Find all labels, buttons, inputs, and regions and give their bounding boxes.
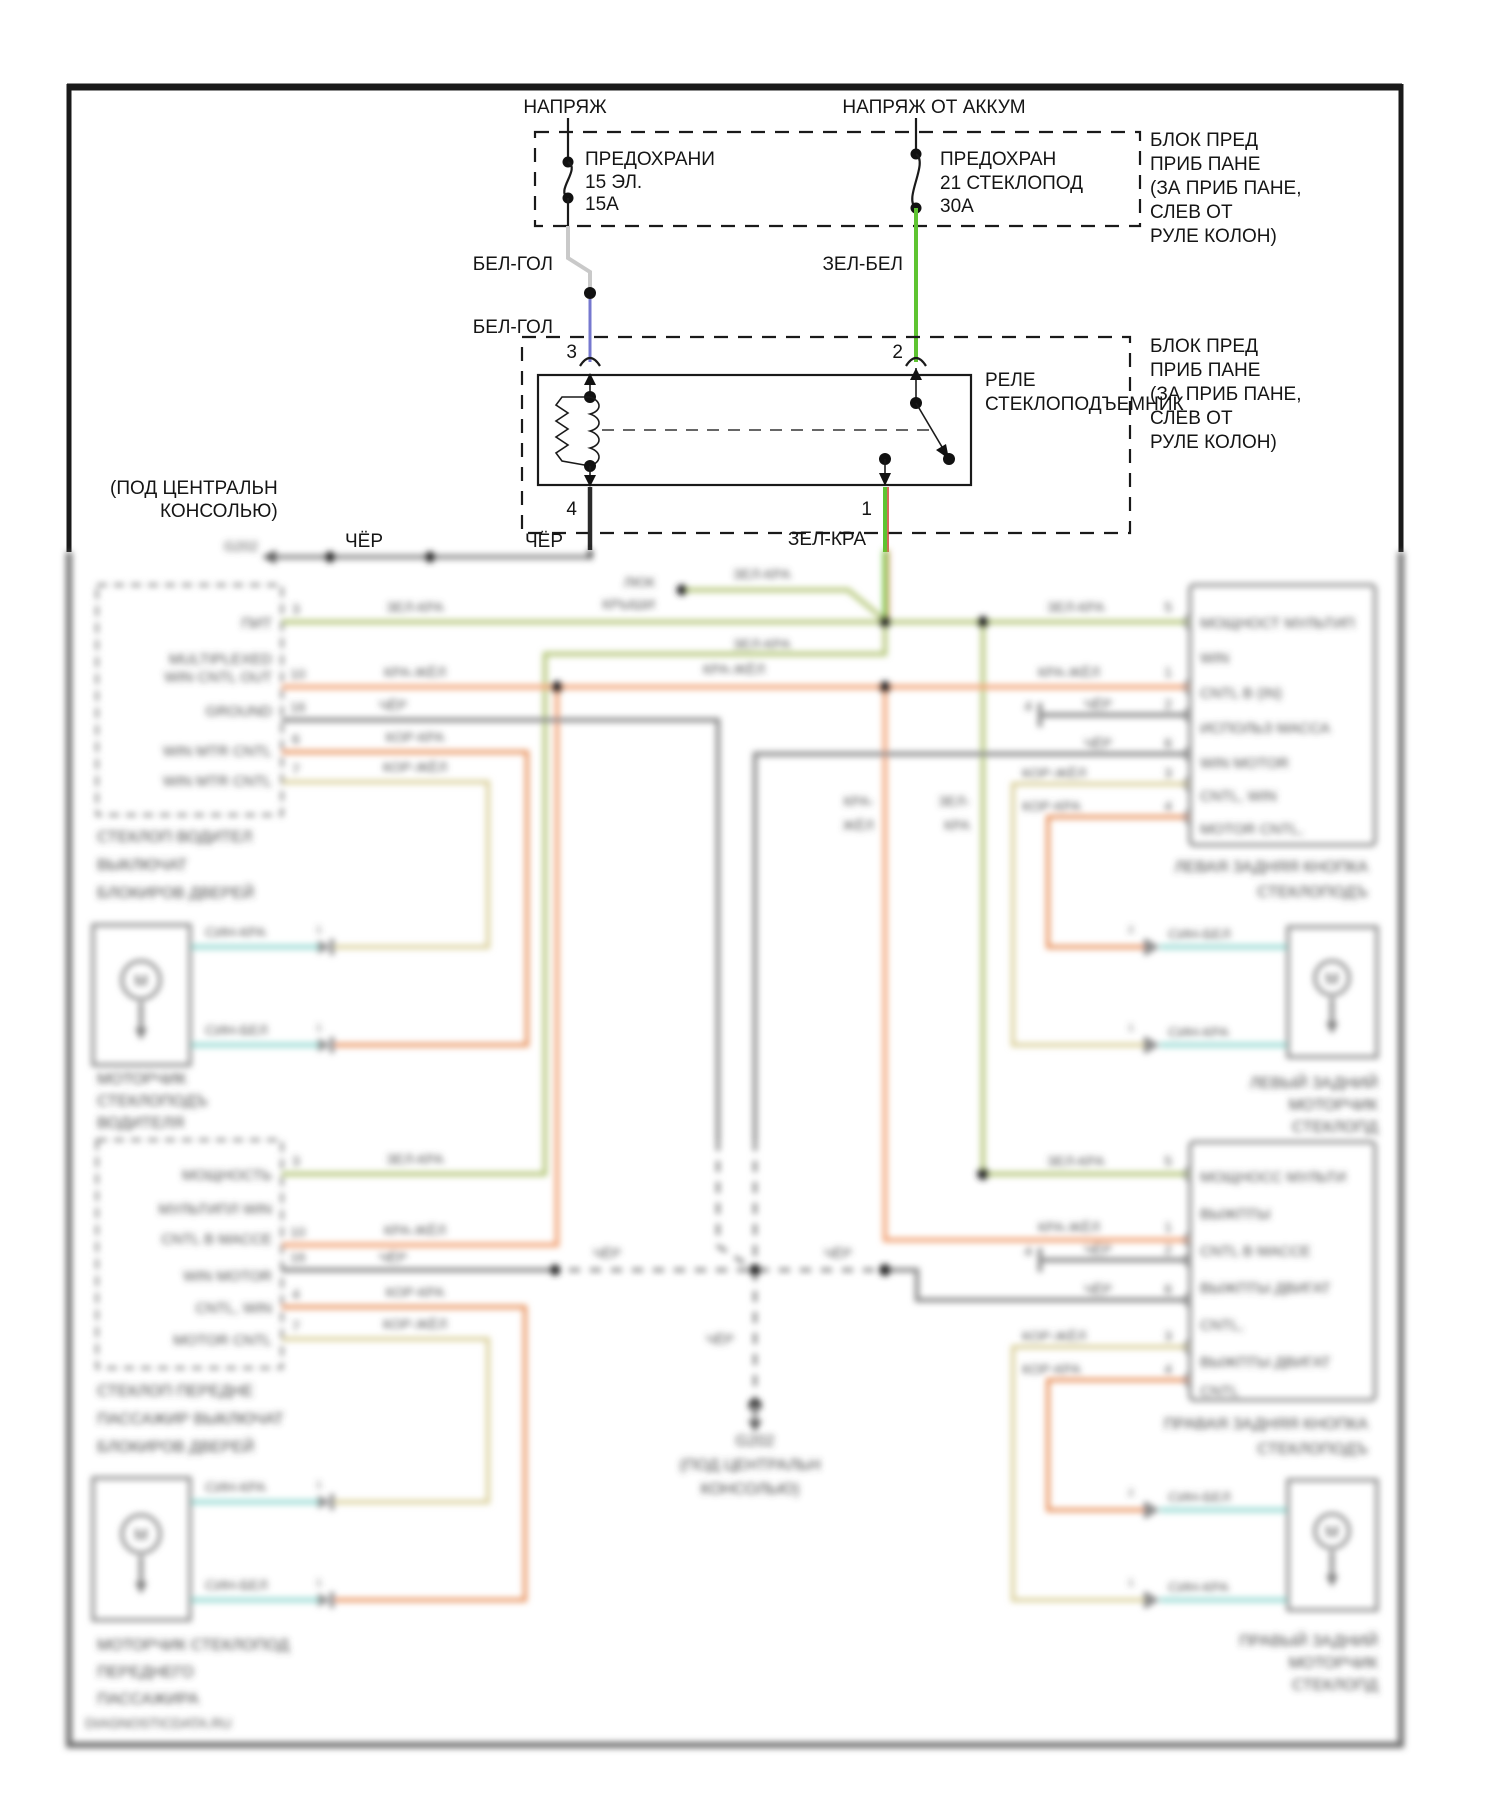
voltage-battery-label: НАПРЯЖ ОТ АККУМ xyxy=(842,97,1026,118)
pin-number: 7 xyxy=(292,1318,300,1334)
relay-switch-icon xyxy=(879,368,955,486)
wire-label: СИН-БЕЛ xyxy=(205,1022,268,1038)
fuse2-name: ПРЕДОХРАН xyxy=(940,149,1057,170)
relay-location-2: ПРИБ ПАНЕ xyxy=(1150,360,1261,381)
connector-pin: 1 xyxy=(316,1479,322,1491)
pin-number: 4 xyxy=(1164,1361,1172,1377)
pin-number: 2 xyxy=(1164,696,1172,712)
wire-label: КРА-ЖЁЛ xyxy=(1038,664,1101,680)
driver-row: GROUND xyxy=(205,703,272,720)
console-location-2: КОНСОЛЬЮ) xyxy=(160,501,278,522)
driver-switch-name: СТЕКЛОП ВОДИТЕЛ xyxy=(97,829,253,846)
pin-number: 1 xyxy=(1164,1219,1172,1235)
fusebox-location-4: СЛЕВ ОТ xyxy=(1150,202,1233,223)
driver-row: WIN MTR CNTL xyxy=(162,773,272,790)
rightrear-motor-name: СТЕКЛОПД xyxy=(1291,1677,1378,1694)
motor-icon xyxy=(122,961,160,1040)
ground-location: (ПОД ЦЕНТРАЛЬН xyxy=(679,1457,821,1474)
wire-label: ЧЁР xyxy=(1083,696,1113,712)
wire-label: ЧЁР xyxy=(592,1245,622,1261)
passenger-row: МОЩНОСТЬ xyxy=(181,1167,272,1184)
relay-location-4: СЛЕВ ОТ xyxy=(1150,408,1233,429)
motor-icon xyxy=(122,1515,160,1594)
ground-g202-center: G202 xyxy=(735,1433,775,1450)
wire-bel-gol-upper xyxy=(568,226,590,293)
wire-label-cher-mid: ЧЁР xyxy=(524,531,563,552)
wire-label: КРА-ЖЁЛ xyxy=(383,1222,447,1238)
rightrear-motor-name: МОТОРЧИК xyxy=(1288,1655,1378,1672)
watermark: DIAGNOSTICDATA.RU xyxy=(85,1715,232,1731)
svg-text:M: M xyxy=(1325,971,1339,988)
pin-number: 7 xyxy=(292,761,300,777)
passenger-motor-name: МОТОРЧИК СТЕКЛОПОД xyxy=(97,1637,290,1654)
wire-label: КОР-КРА xyxy=(385,729,445,745)
wire-label: ЧЁР xyxy=(823,1245,853,1261)
wire-label: ЧЁР xyxy=(378,697,408,713)
wire-label: СИН-БЕЛ xyxy=(205,1577,268,1593)
feed-passenger-zel-kra xyxy=(282,624,885,1174)
leftrear-kor-zhel xyxy=(1013,784,1190,1045)
motor-icon xyxy=(1315,1514,1349,1587)
console-location-1: (ПОД ЦЕНТРАЛЬН xyxy=(110,478,278,499)
passenger-motor-name: ПАССАЖИРА xyxy=(97,1691,199,1708)
pin-number: 16 xyxy=(290,1249,306,1265)
connector-pin: 2 xyxy=(1128,1487,1134,1499)
connector-pin: 1 xyxy=(316,1577,322,1589)
rightrear-motor-name: ПРАВЫЙ ЗАДНИЙ xyxy=(1239,1633,1378,1650)
pin-number: 16 xyxy=(290,699,306,715)
wire-label-bel-gol-1: БЕЛ-ГОЛ xyxy=(472,254,553,275)
relay-location-3: (ЗА ПРИБ ПАНЕ, xyxy=(1150,384,1302,405)
pin-number: 3 xyxy=(292,1153,300,1169)
wire-label: КОР-КРА xyxy=(1022,798,1081,814)
passenger-row: МУЛЬТИПЛ WIN xyxy=(158,1201,272,1218)
sunroof-label: ЛЮК xyxy=(623,574,655,590)
fusebox-location-1: БЛОК ПРЕД xyxy=(1150,130,1258,151)
ground-icon xyxy=(748,1420,762,1432)
driver-row: ПИТ xyxy=(241,615,272,632)
relay-enclosure xyxy=(522,337,1130,533)
leftrear-row: WIN MOTOR xyxy=(1200,755,1289,772)
passenger-motor-name: ПЕРЕДНЕГО xyxy=(97,1664,194,1681)
ground-location: КОНСОЛЬЮ) xyxy=(700,1481,800,1498)
passenger-row: CNTL В МАССЕ xyxy=(161,1231,272,1248)
connector-pin: 1 xyxy=(1128,1577,1134,1589)
sunroof-label: КРЫШИ xyxy=(602,596,655,612)
relay-location-1: БЛОК ПРЕД xyxy=(1150,336,1258,357)
leftrear-motor-box xyxy=(1288,927,1377,1057)
wire-label-zel-kra-top: ЗЕЛ-КРА xyxy=(787,529,866,550)
rightrear-row: CNTL В МАССЕ xyxy=(1200,1243,1311,1260)
wire-label: ЗЕЛ- xyxy=(938,793,970,809)
fuse1-name: ПРЕДОХРАНИ xyxy=(585,149,715,170)
svg-text:M: M xyxy=(134,1527,148,1544)
rightrear-kor-zhel xyxy=(1013,1347,1190,1600)
passenger-motor-box xyxy=(93,1478,190,1620)
relay-pin4: 4 xyxy=(566,499,577,520)
pin-number: 10 xyxy=(290,1224,306,1240)
wire-label: ЗЕЛ-КРА xyxy=(1047,599,1105,615)
passenger-switch-name: БЛОКИРОВ ДВЕРЕЙ xyxy=(97,1439,255,1456)
driver-motor-name: ВОДИТЕЛЯ xyxy=(97,1115,185,1132)
fuse1-rating: 15А xyxy=(585,194,619,215)
connector-pin: 1 xyxy=(316,924,322,936)
motor-icon xyxy=(1315,961,1349,1034)
leftrear-row: ИСПОЛЬЗ МАССА xyxy=(1200,720,1331,737)
leftrear-switch-name: ЛЕВАЯ ЗАДНЯЯ КНОПКА xyxy=(1174,859,1368,876)
wire-label: КРА xyxy=(944,817,970,833)
connector-pin: 1 xyxy=(1128,1022,1134,1034)
wire-label: КОР-КРА xyxy=(1022,1361,1081,1377)
wire-label: СИН-БЕЛ xyxy=(1168,926,1231,942)
leftrear-row: МОЩНОСТ МУЛЬТИП xyxy=(1200,615,1355,632)
wire-label: КРА-ЖЁЛ xyxy=(703,661,766,677)
driver-switch-name: БЛОКИРОВ ДВЕРЕЙ xyxy=(97,885,255,902)
relay-pin3: 3 xyxy=(566,342,577,363)
wire-label: КОР-ЖЁЛ xyxy=(1022,1328,1087,1344)
wire-label-cher-left: ЧЁР xyxy=(344,531,383,552)
leftrear-row: CNTL, WIN xyxy=(1200,788,1277,805)
wire-label: ЧЁР xyxy=(706,1331,735,1347)
svg-text:M: M xyxy=(134,973,148,990)
rightrear-motor-box xyxy=(1288,1480,1377,1610)
relay-coil-icon xyxy=(556,373,599,487)
rightrear-row: ВЫЖПТЫ ДВИГАТ xyxy=(1200,1280,1331,1297)
pin-number: 5 xyxy=(1164,599,1172,615)
wire-label: ЧЁР xyxy=(378,1249,408,1265)
wire-label: КОР-ЖЁЛ xyxy=(382,1316,448,1332)
relay-pin1: 1 xyxy=(861,499,872,520)
fusebox-location-2: ПРИБ ПАНЕ xyxy=(1150,154,1261,175)
wire-label: ЧЁР xyxy=(1083,735,1113,751)
wire-label: ЗЕЛ-КРА xyxy=(386,599,444,615)
wire-label: КРА- xyxy=(843,793,874,809)
passenger-kor-zhel xyxy=(282,1339,488,1502)
wire-label: ЗЕЛ-КРА xyxy=(733,566,791,582)
passenger-switch-name: ПАССАЖИР ВЫКЛЮЧАТ xyxy=(97,1411,284,1428)
driver-motor-name: МОТОРЧИК xyxy=(97,1071,187,1088)
ground-g202-left: G202 xyxy=(223,538,258,554)
connector-icons xyxy=(318,939,1160,1608)
driver-motor-box xyxy=(93,925,190,1065)
pin-number: 6 xyxy=(1164,735,1172,751)
pin-number: 6 xyxy=(1164,1281,1172,1297)
wire-label: ЖЁЛ xyxy=(842,817,874,833)
rightrear-row: ВЫЖПТЫ xyxy=(1200,1206,1271,1223)
wire-label: ЗЕЛ-КРА xyxy=(733,636,791,652)
sharp-section xyxy=(67,84,1402,552)
wire-label: КОР-ЖЁЛ xyxy=(1022,765,1087,781)
fusebox-location-5: РУЛЕ КОЛОН) xyxy=(1150,226,1277,247)
wire-label-zel-bel: ЗЕЛ-БЕЛ xyxy=(822,254,903,275)
rightrear-row: CNTL xyxy=(1200,1383,1240,1400)
pin-number: 10 xyxy=(290,666,306,682)
wire-label-bel-gol-2: БЕЛ-ГОЛ xyxy=(472,317,553,338)
rightrear-row: CNTL, xyxy=(1200,1317,1244,1334)
splice-dot xyxy=(584,287,596,299)
fusebox-location-3: (ЗА ПРИБ ПАНЕ, xyxy=(1150,178,1302,199)
leftrear-row: CNTL В (IN) xyxy=(1200,685,1282,702)
svg-text:M: M xyxy=(1325,1524,1339,1541)
wire-label: СИН-БЕЛ xyxy=(1168,1489,1231,1505)
relay-name-2: СТЕКЛОПОДЪЕМНИК xyxy=(985,394,1184,415)
pin-number: 3 xyxy=(1164,1328,1172,1344)
voltage-label: НАПРЯЖ xyxy=(523,97,607,118)
wire-label: ЗЕЛ-КРА xyxy=(1047,1153,1105,1169)
rightrear-row: ВЫЖПТЫ ДВИГАТ xyxy=(1200,1354,1331,1371)
wire-label: ЧЁР xyxy=(1083,1281,1113,1297)
passenger-row: CNTL, WIN xyxy=(195,1300,272,1317)
wire-label: СИН-КРА xyxy=(205,1479,266,1495)
driver-switch-name: ВЫКЛЮЧАТ xyxy=(97,857,188,874)
rightrear-switch-name: СТЕКЛОПОДЪ xyxy=(1257,1441,1368,1458)
leftrear-row: MOTOR CNTL, xyxy=(1200,821,1304,838)
leftrear-switch-name: СТЕКЛОПОДЪ xyxy=(1257,884,1368,901)
rightrear-switch-name: ПРАВАЯ ЗАДНЯЯ КНОПКА xyxy=(1163,1416,1368,1433)
fuse1-circuit: 15 ЭЛ. xyxy=(585,172,643,193)
passenger-row: MOTOR CNTL xyxy=(173,1332,272,1349)
driver-row: MULTIPLEXED xyxy=(168,651,272,668)
pin-number: 4 xyxy=(1024,698,1032,714)
pin-number: 4 xyxy=(1024,1243,1032,1259)
driver-motor-name: СТЕКЛОПОДЪ xyxy=(97,1093,208,1110)
passenger-row: WIN MOTOR xyxy=(183,1268,272,1285)
fuse2-rating: 30А xyxy=(940,196,974,217)
passenger-switch-name: СТЕКЛОП ПЕРЕДНЕ xyxy=(97,1383,254,1400)
pin-number: 3 xyxy=(1164,765,1172,781)
pin-number: 5 xyxy=(1164,1153,1172,1169)
pin-number: 6 xyxy=(292,731,300,747)
driver-row: WIN MTR CNTL xyxy=(162,743,272,760)
leftrear-motor-name: СТЕКЛОПД xyxy=(1291,1119,1378,1136)
leftrear-motor-name: МОТОРЧИК xyxy=(1288,1097,1378,1114)
connector-pin: 2 xyxy=(1128,924,1134,936)
pin-number: 4 xyxy=(1164,798,1172,814)
blurred-section xyxy=(69,538,1401,1745)
wire-label: КРА-ЖЁЛ xyxy=(383,664,447,680)
leftrear-motor-name: ЛЕВЫЙ ЗАДНИЙ xyxy=(1249,1075,1378,1092)
wire-label: КРА-ЖЁЛ xyxy=(1038,1219,1101,1235)
relay-name-1: РЕЛЕ xyxy=(985,370,1036,391)
ground-driver-dashed xyxy=(718,1140,755,1270)
wire-label: КОР-КРА xyxy=(385,1284,445,1300)
pin-number: 2 xyxy=(1164,1241,1172,1257)
wire-label: СИН-КРА xyxy=(205,924,266,940)
rightrear-row: МОЩНОСС МУЛЬТИ xyxy=(1200,1169,1347,1186)
relay-location-5: РУЛЕ КОЛОН) xyxy=(1150,432,1277,453)
pin-number: 4 xyxy=(292,1286,300,1302)
spur-sunroof xyxy=(682,590,885,620)
pin-number: 3 xyxy=(292,601,300,617)
connector-pin: 1 xyxy=(316,1022,322,1034)
wire-label: СИН-КРА xyxy=(1168,1579,1229,1595)
wire-label: СИН-КРА xyxy=(1168,1024,1229,1040)
wire-label: ЗЕЛ-КРА xyxy=(386,1151,444,1167)
driver-kor-zhel xyxy=(282,782,488,947)
relay-pin2: 2 xyxy=(892,342,903,363)
driver-kor-kra xyxy=(282,752,527,1045)
driver-row: WIN CNTL OUT xyxy=(164,669,272,686)
wire-label: ЧЁР xyxy=(1083,1241,1113,1257)
wire-label: КОР-ЖЁЛ xyxy=(382,759,448,775)
ground-bus-right xyxy=(885,1270,1190,1300)
pin-number: 1 xyxy=(1164,664,1172,680)
fuse-15-icon xyxy=(563,118,574,226)
fuse2-circuit: 21 СТЕКЛОПОД xyxy=(940,173,1083,194)
leftrear-row: WIN xyxy=(1200,650,1230,667)
